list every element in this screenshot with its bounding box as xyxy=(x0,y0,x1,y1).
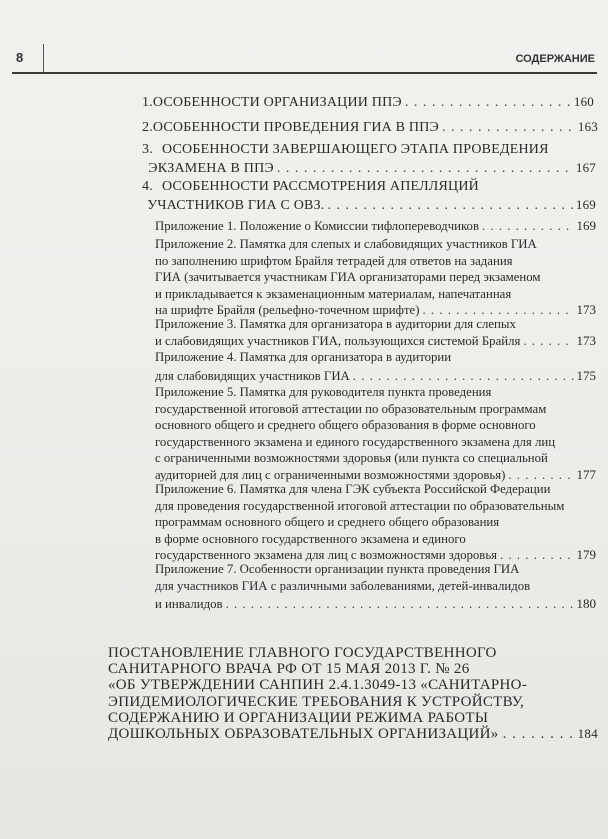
appendix-title-line: основного общего и среднего общего образования в форме основного xyxy=(155,418,536,433)
appendix-title-line: Приложение 3. Памятка для организатора в аудитории для слепых xyxy=(155,317,516,331)
appendix-title-line: Приложение 6. Памятка для члена ГЭК субъекта Российской Федерации xyxy=(155,482,551,496)
page-header xyxy=(12,44,597,74)
toc-appendix-5[interactable] xyxy=(155,384,596,484)
section-page: 167 xyxy=(575,160,596,175)
section-page: 163 xyxy=(577,119,598,134)
appendix-title-line: с ограниченными возможностями здоровья (или пункта со специальной xyxy=(155,451,548,466)
appendix-title-line: для проведения государственной итоговой аттестации по образовательным xyxy=(155,498,565,513)
appendix-title-line: для участников ГИА с различными заболеваниями, детей-инвалидов xyxy=(155,578,531,593)
decree-title-line: ПОСТАНОВЛЕНИЕ ГЛАВНОГО ГОСУДАРСТВЕННОГО xyxy=(108,645,497,661)
appendix-title-line: аудиторией для лиц с ограниченными возможностями здоровья) xyxy=(155,467,506,482)
toc-appendix-6[interactable] xyxy=(155,481,596,564)
appendix-page: 175 xyxy=(576,367,596,383)
appendix-title-line: и слабовидящих участников ГИА, пользующихся системой Брайля xyxy=(155,333,521,348)
appendix-page: 179 xyxy=(576,547,596,563)
appendix-title-line: и инвалидов xyxy=(155,597,223,612)
dot-leader xyxy=(503,726,574,742)
decree-page: 184 xyxy=(577,726,598,742)
toc-appendix-2[interactable] xyxy=(155,236,596,319)
section-number: 4. xyxy=(142,179,153,194)
appendix-title-line: государственного экзамена для лиц с возможностями здоровья xyxy=(155,548,498,563)
appendix-title-line: Приложение 4. Памятка для организатора в аудитории xyxy=(155,350,452,364)
dot-leader xyxy=(405,94,571,112)
section-title-line: ОСОБЕННОСТИ ЗАВЕРШАЮЩЕГО ЭТАПА ПРОВЕДЕНИЯ xyxy=(162,142,549,157)
section-title-line: ЭКЗАМЕНА В ППЭ xyxy=(148,161,274,176)
toc-appendix-1[interactable] xyxy=(155,218,596,235)
appendix-title-line: Приложение 2. Памятка для слепых и слабовидящих участников ГИА xyxy=(155,237,537,251)
appendix-title-line: Приложение 7. Особенности организации пункта проведения ГИА xyxy=(155,562,520,576)
dot-leader xyxy=(353,368,574,385)
toc-decree[interactable] xyxy=(108,645,598,742)
appendix-title-line: программам основного общего и среднего общего образования xyxy=(155,515,500,530)
section-page: 169 xyxy=(575,197,596,212)
decree-title-line: САНИТАРНОГО ВРАЧА РФ ОТ 15 МАЯ 2013 Г. № 26 xyxy=(108,661,470,678)
appendix-title-line: по заполнению шрифтом Брайля тетрадей для ответов на задания xyxy=(155,253,513,268)
section-number: 3. xyxy=(142,142,153,157)
toc-section-3[interactable] xyxy=(142,138,596,178)
section-title: ОСОБЕННОСТИ ОРГАНИЗАЦИИ ППЭ xyxy=(152,95,402,110)
appendix-title-line: ГИА (зачитывается участникам ГИА организаторами перед экзаменом xyxy=(155,270,541,285)
appendix-page: 177 xyxy=(576,466,596,482)
section-page: 160 xyxy=(573,94,594,109)
dot-leader xyxy=(482,218,574,235)
dot-leader xyxy=(523,333,573,350)
appendix-title-line: и прикладывается к экзаменационным материалам, напечатанная xyxy=(155,286,512,301)
dot-leader xyxy=(442,119,575,137)
dot-leader xyxy=(277,160,573,178)
appendix-page: 173 xyxy=(576,302,596,318)
section-title-line: ОСОБЕННОСТИ РАССМОТРЕНИЯ АПЕЛЛЯЦИЙ xyxy=(162,179,479,194)
appendix-title-line: для слабовидящих участников ГИА xyxy=(155,368,350,383)
appendix-page: 169 xyxy=(576,218,596,233)
appendix-page: 180 xyxy=(576,596,596,612)
dot-leader xyxy=(328,197,573,215)
toc-section-2[interactable] xyxy=(142,118,598,137)
appendix-page: 173 xyxy=(576,332,596,348)
appendix-title-line: государственной итоговой аттестации по образовательным программам xyxy=(155,401,547,416)
page-number: 8 xyxy=(16,50,24,65)
decree-title-line: «ОБ УТВЕРЖДЕНИИ САНПИН 2.4.1.3049-13 «САНИТАРНО- xyxy=(108,677,528,694)
toc-appendix-4[interactable] xyxy=(155,349,596,384)
appendix-title-line: государственного экзамена и единого государственного экзамена для лиц xyxy=(155,434,556,449)
decree-title-line: ДОШКОЛЬНЫХ ОБРАЗОВАТЕЛЬНЫХ ОРГАНИЗАЦИЙ» xyxy=(108,726,499,743)
section-title-line: УЧАСТНИКОВ ГИА С ОВЗ. xyxy=(147,198,325,213)
appendix-title-line: Приложение 5. Памятка для руководителя пункта проведения xyxy=(155,385,492,399)
section-number: 2. xyxy=(142,120,153,135)
dot-leader xyxy=(226,596,574,613)
toc-appendix-3[interactable] xyxy=(155,316,596,349)
appendix-title-line: на шрифте Брайля (рельефно-точечном шрифте) xyxy=(155,303,420,318)
decree-title-line: ЭПИДЕМИОЛОГИЧЕСКИЕ ТРЕБОВАНИЯ К УСТРОЙСТВУ, xyxy=(108,693,525,710)
toc-section-1[interactable] xyxy=(142,93,594,112)
section-title: ОСОБЕННОСТИ ПРОВЕДЕНИЯ ГИА В ППЭ xyxy=(152,120,439,135)
toc-appendix-7[interactable] xyxy=(155,561,596,613)
header-divider xyxy=(43,44,44,72)
section-number: 1. xyxy=(142,95,153,110)
decree-title-line: СОДЕРЖАНИЮ И ОРГАНИЗАЦИИ РЕЖИМА РАБОТЫ xyxy=(108,709,489,726)
appendix-title-line: Приложение 1. Положение о Комиссии тифлопереводчиков xyxy=(155,219,479,233)
running-title: СОДЕРЖАНИЕ xyxy=(515,53,595,65)
toc-section-4[interactable] xyxy=(142,178,596,215)
appendix-title-line: в форме основного государственного экзамена и единого xyxy=(155,531,466,546)
